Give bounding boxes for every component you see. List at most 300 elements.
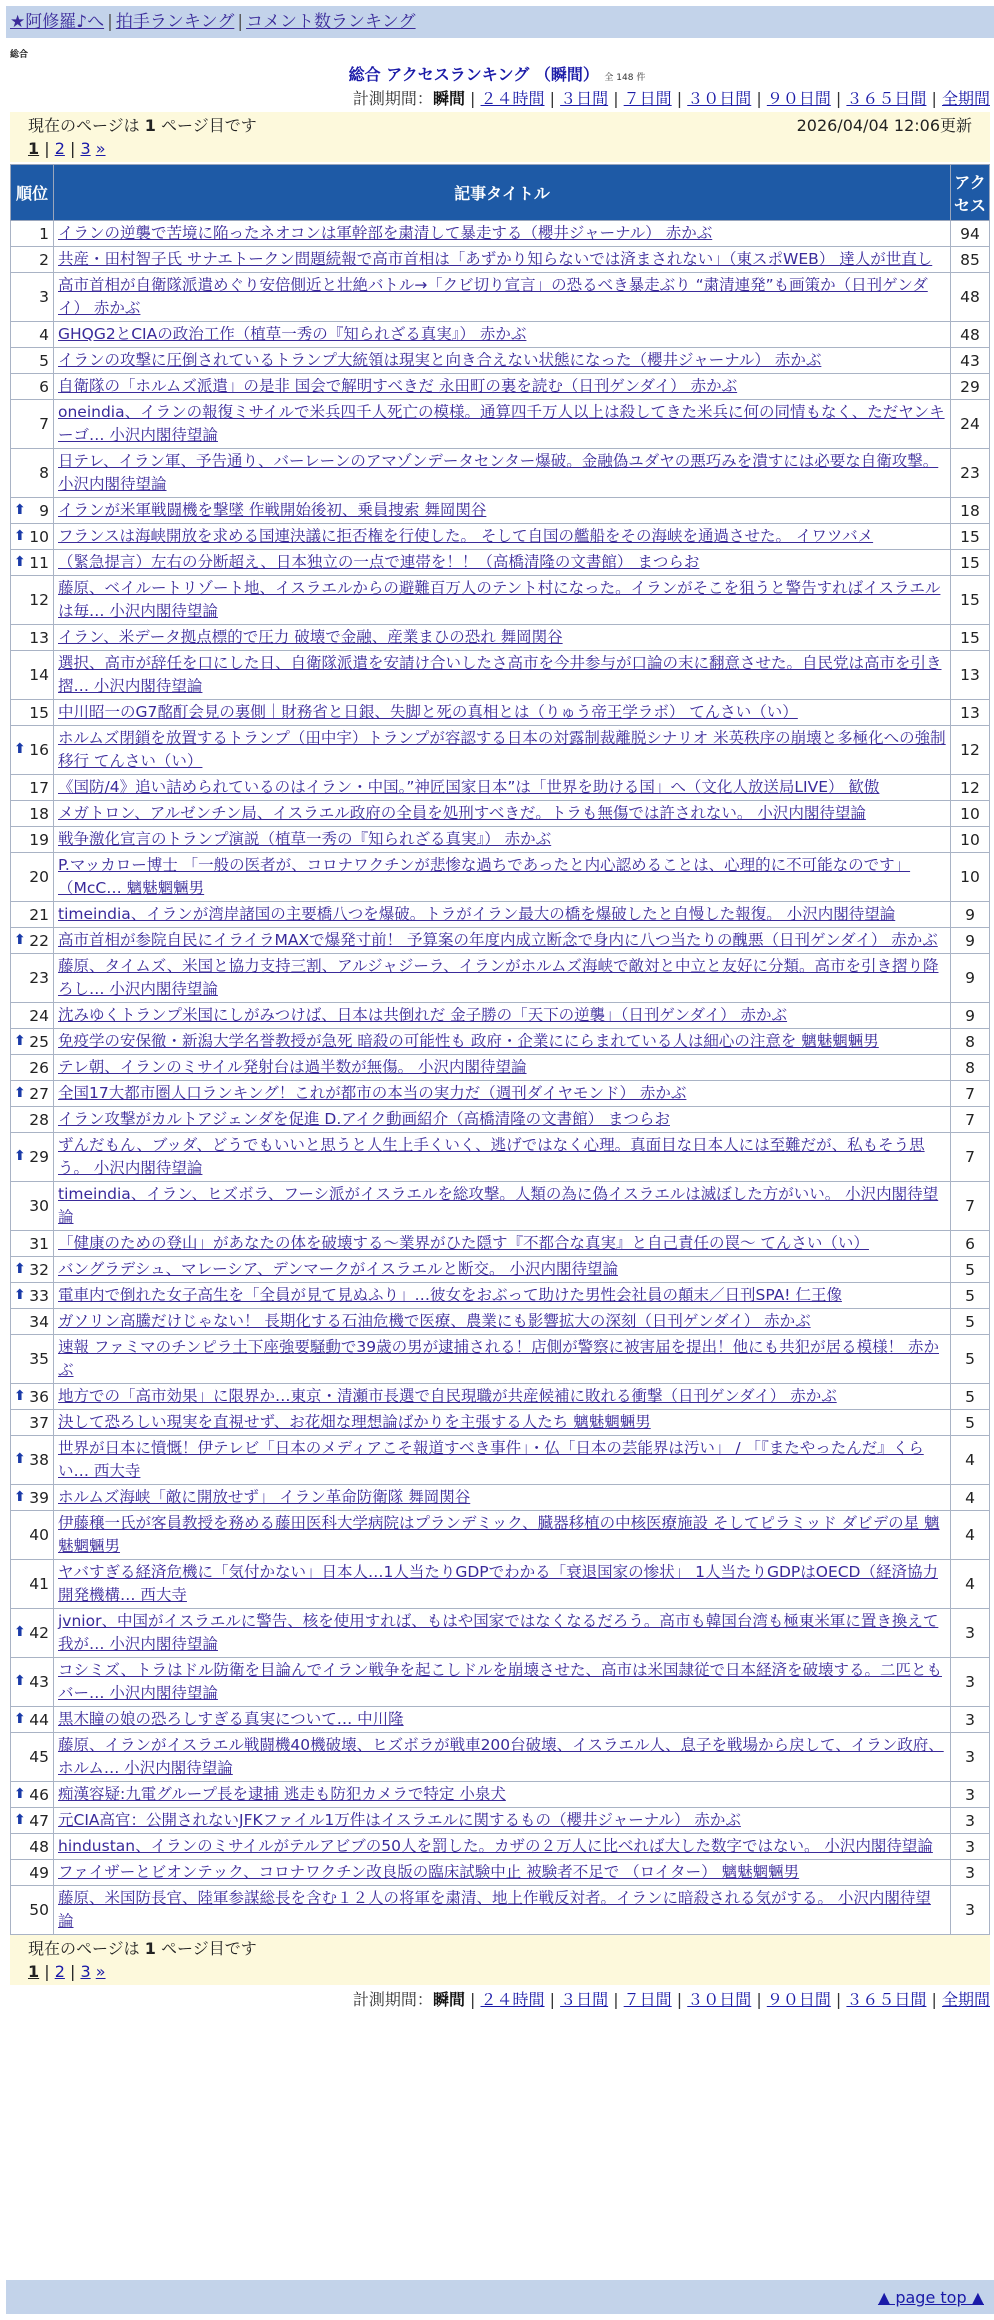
title-cell [54, 1886, 951, 1935]
rank-number: 12 [29, 591, 49, 609]
period-link[interactable]: ７日間 [623, 89, 672, 108]
rank-up-arrow-icon: ⬆ [14, 1624, 26, 1640]
title-cell [54, 1808, 951, 1834]
article-link[interactable]: GHQG2とCIAの政治工作（植草一秀の『知られざる真実』） 赤かぶ [58, 325, 527, 343]
rank-number: 17 [29, 778, 49, 797]
page-current: 1 [28, 139, 40, 158]
table-row [11, 1511, 990, 1560]
table-row [11, 801, 990, 827]
period-divider: | [608, 89, 624, 108]
period-divider: | [830, 1990, 847, 2009]
rank-up-arrow-icon: ⬆ [14, 1260, 26, 1277]
article-link[interactable]: 藤原、ベイルートリゾート地、イスラエルからの避難百万人のテント村になった。イランがそこを狙うと警告すればイスラエルは毎… 小沢内閣待望論 [58, 579, 941, 620]
rank-up-arrow-icon: ⬆ [14, 1148, 26, 1164]
article-link[interactable]: 決して恐ろしい現実を直視せず、お花畑な理想論ばかりを主張する人たち 魑魅魍魎男 [58, 1413, 651, 1431]
rank-up-arrow-icon: ⬆ [14, 1032, 26, 1049]
table-row [11, 1707, 990, 1733]
article-link[interactable]: 沈みゆくトランプ米国にしがみつけば、日本は共倒れだ 金子勝の「天下の逆襲」（日刊ゲンダイ） 赤かぶ [58, 1006, 788, 1024]
title-cell [54, 1309, 951, 1335]
rank-cell [11, 1335, 54, 1384]
title-cell [54, 576, 951, 625]
access-count: 8 [951, 1055, 990, 1081]
rank-number: 38 [29, 1451, 49, 1469]
article-link[interactable]: ホルムズ海峡「敵に開放せず」 イラン革命防衛隊 舞岡関谷 [58, 1488, 471, 1506]
access-count: 4 [951, 1485, 990, 1511]
article-link[interactable]: 中川昭一のG7酩酊会見の裏側｜財務省と日銀、失脚と死の真相とは（りゅう帝王学ラボ） てんさい（い） [58, 703, 798, 721]
comment-ranking-link[interactable]: コメント数ランキング [246, 12, 416, 32]
current-page-prefix: 現在のページは [28, 116, 140, 135]
table-row [11, 322, 990, 348]
table-row [11, 1658, 990, 1707]
updated-timestamp: 2026/04/04 12:06更新 [796, 116, 972, 135]
pager-top [10, 112, 990, 162]
section-label: 総合 [10, 50, 29, 60]
access-count: 3 [951, 1808, 990, 1834]
rank-up-arrow-icon: ⬆ [14, 1785, 26, 1802]
rank-number: 14 [29, 666, 49, 684]
access-count: 7 [951, 1081, 990, 1107]
rank-up-arrow-icon: ⬆ [14, 1387, 26, 1404]
rank-number: 37 [29, 1413, 49, 1432]
article-link[interactable]: イランの攻撃に圧倒されているトランプ大統領は現実と向き合えない状態になった（櫻井ジャーナル） 赤かぶ [58, 351, 822, 369]
period-divider: | [830, 89, 847, 108]
rank-number: 41 [29, 1575, 49, 1593]
article-link[interactable]: フランスは海峡開放を求める国連決議に拒否権を行使した。 そして自国の艦船をその海峡を通過させた。 イワツバメ [58, 527, 874, 545]
title-cell [54, 1410, 951, 1436]
rank-cell [11, 1658, 54, 1707]
page-links [28, 138, 972, 160]
access-count: 3 [951, 1707, 990, 1733]
access-count: 5 [951, 1257, 990, 1283]
pager-status [28, 1937, 972, 1961]
table-row [11, 928, 990, 954]
title-cell [54, 374, 951, 400]
table-row [11, 400, 990, 449]
rank-up-arrow-icon: ⬆ [14, 1451, 26, 1467]
article-link[interactable]: 日テレ、イラン軍、予告通り、バーレーンのアマゾンデータセンター爆破。金融偽ユダヤの悪巧みを潰すには必要な自衛攻撃。 小沢内閣待望論 [58, 452, 939, 493]
article-link[interactable]: 藤原、米国防長官、陸軍参謀総長を含む１２人の将軍を粛清、地上作戦反対者。イランに暗殺される気がする。 小沢内閣待望論 [58, 1889, 931, 1930]
rank-up-arrow-icon: ⬆ [14, 501, 26, 518]
rank-cell [11, 1081, 54, 1107]
rank-number: 43 [29, 1673, 49, 1691]
table-row [11, 1808, 990, 1834]
table-row [11, 247, 990, 273]
rank-up-arrow-icon: ⬆ [14, 741, 26, 757]
rank-cell [11, 1485, 54, 1511]
rank-cell [11, 1107, 54, 1133]
rank-cell [11, 1733, 54, 1782]
rank-number: 24 [29, 1006, 49, 1025]
period-divider: | [671, 89, 688, 108]
rank-number: 39 [29, 1488, 49, 1507]
access-count: 94 [951, 221, 990, 247]
access-count: 5 [951, 1384, 990, 1410]
rank-cell [11, 1283, 54, 1309]
period-link[interactable]: ３０日間 [687, 89, 752, 108]
access-count: 5 [951, 1309, 990, 1335]
page-top-link[interactable]: ▲ page top ▲ [877, 2288, 984, 2307]
rank-cell [11, 1609, 54, 1658]
article-link[interactable]: 共産・田村智子氏 サナエトークン問題続報で高市首相は「あずかり知らないでは済まされない」（東スポWEB） 達人が世直し [58, 250, 933, 268]
title-cell [54, 348, 951, 374]
access-count: 4 [951, 1511, 990, 1560]
access-count: 15 [951, 550, 990, 576]
period-divider: | [544, 1990, 561, 2009]
table-row [11, 221, 990, 247]
rank-cell [11, 221, 54, 247]
period-current: 瞬間 [432, 1990, 465, 2009]
table-row [11, 827, 990, 853]
rank-number: 6 [39, 377, 49, 396]
article-link[interactable]: 痴漢容疑:九電グループ長を逮捕 逃走も防犯カメラで特定 小泉犬 [58, 1785, 506, 1803]
table-row [11, 1733, 990, 1782]
article-link[interactable]: 伊藤穣一氏が客員教授を務める藤田医科大学病院はプランデミック、臓器移植の中核医療施設 そしてピラミッド ダビデの星 魑魅魍魎男 [58, 1514, 940, 1555]
article-link[interactable]: 戦争激化宣言のトランプ演説（植草一秀の『知られざる真実』） 赤かぶ [58, 830, 552, 848]
access-count: 5 [951, 1410, 990, 1436]
page-title [0, 62, 994, 85]
access-count: 43 [951, 348, 990, 374]
page-divider: | [64, 1962, 81, 1981]
rank-number: 15 [29, 703, 49, 722]
period-current: 瞬間 [432, 89, 465, 108]
rank-up-arrow-icon: ⬆ [14, 527, 26, 544]
rank-up-arrow-icon: ⬆ [14, 1488, 26, 1505]
table-row [11, 1133, 990, 1182]
table-row [11, 954, 990, 1003]
article-link[interactable]: （緊急提言）左右の分断超え、日本独立の一点で連帯を！！（高橋清隆の文書館） まつらお [58, 553, 700, 571]
title-header: 記事タイトル [54, 165, 951, 221]
rank-cell [11, 1055, 54, 1081]
next-page-link[interactable]: » [95, 139, 106, 158]
rank-number: 48 [29, 1837, 49, 1856]
article-link[interactable]: イラン、米データ拠点標的で圧力 破壊で金融、産業まひの恐れ 舞岡関谷 [58, 628, 563, 646]
access-count: 4 [951, 1436, 990, 1485]
access-count: 4 [951, 1560, 990, 1609]
rank-number: 25 [29, 1032, 49, 1051]
article-link[interactable]: 全国17大都市圏人口ランキング！これが都市の本当の実力だ（週刊ダイヤモンド） 赤かぶ [58, 1084, 687, 1102]
table-row [11, 1309, 990, 1335]
article-link[interactable]: コシミズ、トラはドル防衛を目論んでイラン戦争を起こしドルを崩壊させた、高市は米国隷従で日本経済を破壊する。二匹ともバー… 小沢内閣待望論 [58, 1661, 942, 1702]
rank-number: 8 [39, 464, 49, 482]
current-page-number: 1 [144, 1939, 156, 1958]
table-row [11, 550, 990, 576]
access-count: 24 [951, 400, 990, 449]
rank-up-arrow-icon: ⬆ [14, 931, 26, 948]
article-link[interactable]: ホルムズ閉鎖を放置するトランプ（田中宇）トランプが容認する日本の対露制裁離脱シナリオ 米英秩序の崩壊と多極化への強制移行 てんさい（い） [58, 729, 946, 770]
article-link[interactable]: イランの逆襲で苦境に陥ったネオコンは軍幹部を粛清して暴走する（櫻井ジャーナル） 赤かぶ [58, 224, 713, 242]
rank-up-arrow-icon: ⬆ [14, 553, 26, 570]
title-cell [54, 801, 951, 827]
period-divider: | [926, 1990, 942, 2009]
period-link[interactable]: ３６５日間 [846, 1990, 927, 2009]
rank-number: 33 [29, 1286, 49, 1305]
title-cell [54, 322, 951, 348]
bottom-bar [6, 2280, 994, 2314]
current-page-suffix: ページ目です [161, 116, 257, 135]
title-cell [54, 853, 951, 902]
rank-number: 23 [29, 969, 49, 987]
next-page-link[interactable]: » [95, 1962, 106, 1981]
page-link[interactable]: 3 [80, 1962, 91, 1981]
rank-number: 47 [29, 1811, 49, 1830]
rank-number: 42 [29, 1624, 49, 1642]
article-link[interactable]: hindustan、イランのミサイルがテルアビブの50人を罰した。カザの２万人に比べれば大した数字ではない。 小沢内閣待望論 [58, 1837, 933, 1855]
article-link[interactable]: メガトロン、アルゼンチン局、イスラエル政府の全員を処刑すべきだ。トラも無傷では許されない。 小沢内閣待望論 [58, 804, 866, 822]
ranking-table [10, 164, 990, 1935]
rank-number: 5 [39, 351, 49, 370]
article-link[interactable]: oneindia、イランの報復ミサイルで米兵四千人死亡の模様。通算四千万人以上は殺してきた米兵に何の同情もなく、ただヤンキーゴ… 小沢内閣待望論 [58, 403, 945, 444]
table-row [11, 700, 990, 726]
table-row [11, 1886, 990, 1935]
period-divider: | [751, 89, 767, 108]
rank-up-arrow-icon: ⬆ [14, 1286, 26, 1303]
article-link[interactable]: 藤原、イランがイスラエル戦闘機40機破壊、ヒズボラが戦車200台破壊、イスラエル人、息子を戦場から戻して、イラン政府、ホルム… 小沢内閣待望論 [58, 1736, 944, 1777]
rank-cell [11, 775, 54, 801]
page-link[interactable]: 3 [80, 139, 91, 158]
top-navigation [6, 6, 994, 38]
access-count: 10 [951, 801, 990, 827]
article-link[interactable]: 「健康のための登山」があなたの体を破壊する〜業界がひた隠す『不都合な真実』と自己責任の罠〜 てんさい（い） [58, 1234, 869, 1252]
nav-divider: | [237, 12, 244, 32]
access-count: 8 [951, 1029, 990, 1055]
title-cell [54, 1133, 951, 1182]
access-count: 18 [951, 498, 990, 524]
article-link[interactable]: イラン攻撃がカルトアジェンダを促進 D.アイク動画紹介（高橋清隆の文書館） まつらお [58, 1110, 670, 1128]
period-link[interactable]: ３日間 [560, 1990, 609, 2009]
article-link[interactable]: 電車内で倒れた女子高生を「全員が見て見ぬふり」…彼女をおぶって助けた男性会社員の顛末／日刊SPA! 仁王像 [58, 1286, 842, 1304]
clap-ranking-link[interactable]: 拍手ランキング [115, 12, 235, 32]
article-link[interactable]: 《国防/4》追い詰められているのはイラン・中国。”神匠国家日本”は「世界を助ける国」へ（文化人放送局LIVE） 歓傲 [58, 778, 880, 796]
table-row [11, 498, 990, 524]
title-cell [54, 1257, 951, 1283]
table-row [11, 1029, 990, 1055]
period-link[interactable]: ３日間 [560, 89, 609, 108]
rank-cell [11, 902, 54, 928]
rank-number: 30 [29, 1197, 49, 1215]
rank-number: 35 [29, 1350, 49, 1368]
title-cell [54, 700, 951, 726]
access-count: 3 [951, 1658, 990, 1707]
title-cell [54, 449, 951, 498]
article-link[interactable]: ファイザーとビオンテック、コロナワクチン改良版の臨床試験中止 被験者不足で （ロイター） 魑魅魍魎男 [58, 1863, 800, 1881]
home-link[interactable]: ★阿修羅♪へ [10, 12, 105, 32]
rank-cell [11, 827, 54, 853]
article-link[interactable]: 高市首相が参院自民にイライラMAXで爆発寸前！ 予算案の年度内成立断念で身内に八つ当たりの醜悪（日刊ゲンダイ） 赤かぶ [58, 931, 938, 949]
rank-cell [11, 625, 54, 651]
rank-number: 19 [29, 830, 49, 849]
title-cell [54, 954, 951, 1003]
access-count: 5 [951, 1283, 990, 1309]
article-link[interactable]: 地方での「高市効果」に限界か…東京・清瀬市長選で自民現職が共産候補に敗れる衝撃（日刊ゲンダイ） 赤かぶ [58, 1387, 837, 1405]
rank-cell [11, 1782, 54, 1808]
current-page-number: 1 [144, 116, 156, 135]
rank-cell [11, 449, 54, 498]
access-count: 7 [951, 1133, 990, 1182]
rank-number: 20 [29, 868, 49, 886]
rank-number: 45 [29, 1748, 49, 1766]
rank-cell [11, 1886, 54, 1935]
article-link[interactable]: ヤバすぎる経済危機に「気付かない」日本人…1人当たりGDPでわかる「衰退国家の惨状」 1人当たりGDPはOECD（経済協力開発機構… 西大寺 [58, 1563, 938, 1604]
period-label: 計測期間： [352, 1990, 433, 2009]
page-link[interactable]: 2 [54, 1962, 65, 1981]
article-link[interactable]: 免疫学の安保徹・新潟大学名誉教授が急死 暗殺の可能性も 政府・企業ににらまれている人は細心の注意を 魑魅魍魎男 [58, 1032, 879, 1050]
period-divider: | [544, 89, 561, 108]
rank-number: 28 [29, 1110, 49, 1129]
article-link[interactable]: イランが米軍戦闘機を撃墜 作戦開始後初、乗員捜索 舞岡関谷 [58, 501, 487, 519]
table-row [11, 348, 990, 374]
access-count: 10 [951, 827, 990, 853]
table-row [11, 374, 990, 400]
table-row [11, 524, 990, 550]
period-selector-top [353, 86, 990, 109]
table-row [11, 576, 990, 625]
title-cell [54, 1182, 951, 1231]
rank-cell [11, 576, 54, 625]
rank-number: 44 [29, 1710, 49, 1729]
period-link[interactable]: ３０日間 [687, 1990, 752, 2009]
title-cell [54, 1081, 951, 1107]
table-row [11, 1384, 990, 1410]
rank-cell [11, 1182, 54, 1231]
title-cell [54, 1860, 951, 1886]
rank-cell [11, 726, 54, 775]
article-link[interactable]: 高市首相が自衛隊派遣めぐり安倍側近と壮絶バトル→「クビ切り宣言」の恐るべき暴走ぶり “粛清連発”も画策か（日刊ゲンダイ） 赤かぶ [58, 276, 928, 317]
title-cell [54, 1055, 951, 1081]
table-row [11, 1081, 990, 1107]
rank-cell [11, 853, 54, 902]
title-cell [54, 550, 951, 576]
total-count: 全 148 件 [604, 73, 646, 83]
title-cell [54, 1029, 951, 1055]
title-cell [54, 1335, 951, 1384]
title-cell [54, 1707, 951, 1733]
rank-cell [11, 1560, 54, 1609]
article-link[interactable]: P.マッカロー博士 「一般の医者が、コロナワクチンが悲惨な過ちであったと内心認めることは、心理的に不可能なのです」（McC… 魑魅魍魎男 [58, 856, 911, 897]
article-link[interactable]: 元CIA高官：公開されないJFKファイル1万件はイスラエルに関するもの（櫻井ジャーナル） 赤かぶ [58, 1811, 741, 1829]
access-count: 48 [951, 273, 990, 322]
title-cell [54, 1609, 951, 1658]
rank-up-arrow-icon: ⬆ [14, 1673, 26, 1689]
period-link[interactable]: ３６５日間 [846, 89, 927, 108]
table-row [11, 625, 990, 651]
rank-cell [11, 1133, 54, 1182]
title-cell [54, 1283, 951, 1309]
access-count: 6 [951, 1231, 990, 1257]
access-count: 3 [951, 1733, 990, 1782]
access-count: 3 [951, 1782, 990, 1808]
period-link[interactable]: 全期間 [941, 1990, 990, 2009]
article-link[interactable]: 黒木瞳の娘の恐ろしすぎる真実について… 中川隆 [58, 1710, 404, 1728]
table-row [11, 726, 990, 775]
rank-cell [11, 273, 54, 322]
article-link[interactable]: timeindia、イランが湾岸諸国の主要橋八つを爆破。トラがイラン最大の橋を爆破したと自慢した報復。 小沢内閣待望論 [58, 905, 896, 923]
article-link[interactable]: バングラデシュ、マレーシア、デンマークがイスラエルと断交。 小沢内閣待望論 [58, 1260, 618, 1278]
access-count: 7 [951, 1182, 990, 1231]
article-link[interactable]: ずんだもん、ブッダ、どうでもいいと思うと人生上手くいく、逃げではなく心理。真面目な日本人には至難だが、私もそう思う。 小沢内閣待望論 [58, 1136, 925, 1177]
rank-cell [11, 322, 54, 348]
table-row [11, 1609, 990, 1658]
article-link[interactable]: 藤原、タイムズ、米国と協力支持三割、アルジャジーラ、イランがホルムズ海峡で敵対と中立と友好に分類。高市を引き摺り降ろし… 小沢内閣待望論 [58, 957, 939, 998]
rank-number: 21 [29, 905, 49, 924]
period-link[interactable]: ９０日間 [766, 1990, 831, 2009]
page-divider: | [39, 139, 55, 158]
rank-cell [11, 1384, 54, 1410]
period-link[interactable]: ７日間 [623, 1990, 672, 2009]
article-link[interactable]: テレ朝、イランのミサイル発射台は過半数が無傷。 小沢内閣待望論 [58, 1058, 527, 1076]
table-row [11, 1436, 990, 1485]
access-count: 5 [951, 1335, 990, 1384]
table-row [11, 1834, 990, 1860]
table-row [11, 1055, 990, 1081]
page-link[interactable]: 2 [54, 139, 65, 158]
rank-number: 31 [29, 1234, 49, 1253]
rank-cell [11, 1707, 54, 1733]
rank-number: 29 [29, 1148, 49, 1166]
rank-number: 1 [39, 224, 49, 243]
page-links [28, 1961, 972, 1983]
rank-number: 34 [29, 1312, 49, 1331]
period-link[interactable]: ９０日間 [766, 89, 831, 108]
page-divider: | [64, 139, 81, 158]
rank-number: 7 [39, 415, 49, 433]
access-count: 7 [951, 1107, 990, 1133]
rank-header: 順位 [11, 165, 54, 221]
rank-cell [11, 801, 54, 827]
rank-cell [11, 550, 54, 576]
period-selector-bottom [353, 1987, 990, 2010]
table-row [11, 902, 990, 928]
period-divider: | [751, 1990, 767, 2009]
article-link[interactable]: 世界が日本に憤慨！伊テレビ「日本のメディアこそ報道すべき事件」・仏「日本の芸能界は汚い」 / 「『またやったんだ』くらい… 西大寺 [58, 1439, 924, 1480]
article-link[interactable]: timeindia、イラン、ヒズボラ、フーシ派がイスラエルを総攻撃。人類の為に偽イスラエルは滅ぼした方がいい。 小沢内閣待望論 [58, 1185, 939, 1226]
rank-number: 18 [29, 804, 49, 823]
title-cell [54, 247, 951, 273]
pager-bottom [10, 1935, 990, 1985]
period-link[interactable]: ２４時間 [480, 89, 545, 108]
access-count: 3 [951, 1860, 990, 1886]
access-count: 9 [951, 902, 990, 928]
title-cell [54, 902, 951, 928]
title-cell [54, 221, 951, 247]
article-link[interactable]: 選択、高市が辞任を口にした日、自衛隊派遣を安請け合いしたさ高市を今井参与が口論の末に翻意させた。自民党は高市を引き摺… 小沢内閣待望論 [58, 654, 942, 695]
title-cell [54, 1003, 951, 1029]
article-link[interactable]: 自衛隊の「ホルムズ派遣」の是非 国会で解明すべきだ 永田町の裏を読む（日刊ゲンダイ） 赤かぶ [58, 377, 738, 395]
table-row [11, 1485, 990, 1511]
rank-up-arrow-icon: ⬆ [14, 1811, 26, 1828]
access-count: 12 [951, 775, 990, 801]
table-row [11, 273, 990, 322]
article-link[interactable]: ガソリン高騰だけじゃない！ 長期化する石油危機で医療、農業にも影響拡大の深刻（日刊ゲンダイ） 赤かぶ [58, 1312, 811, 1330]
rank-cell [11, 1410, 54, 1436]
rank-number: 36 [29, 1387, 49, 1406]
access-count: 15 [951, 524, 990, 550]
article-link[interactable]: 速報 ファミマのチンピラ土下座強要騒動で39歳の男が逮捕される！店側が警察に被害届を提出！他にも共犯が居る模様！ 赤かぶ [58, 1338, 939, 1379]
rank-number: 9 [39, 501, 49, 520]
title-cell [54, 1485, 951, 1511]
ranking-title: 総合 アクセスランキング （瞬間） [348, 65, 599, 84]
current-page-suffix: ページ目です [161, 1939, 257, 1958]
rank-number: 11 [29, 553, 49, 572]
period-link[interactable]: ２４時間 [480, 1990, 545, 2009]
rank-cell [11, 348, 54, 374]
access-count: 85 [951, 247, 990, 273]
period-link[interactable]: 全期間 [941, 89, 990, 108]
table-row [11, 1335, 990, 1384]
access-count: 3 [951, 1609, 990, 1658]
article-link[interactable]: jvnior、中国がイスラエルに警告、核を使用すれば、もはや国家ではなくなるだろう。高市も韓国台湾も極東米軍に置き換えて我が… 小沢内閣待望論 [58, 1612, 939, 1653]
table-row [11, 853, 990, 902]
pager-status [28, 114, 972, 138]
